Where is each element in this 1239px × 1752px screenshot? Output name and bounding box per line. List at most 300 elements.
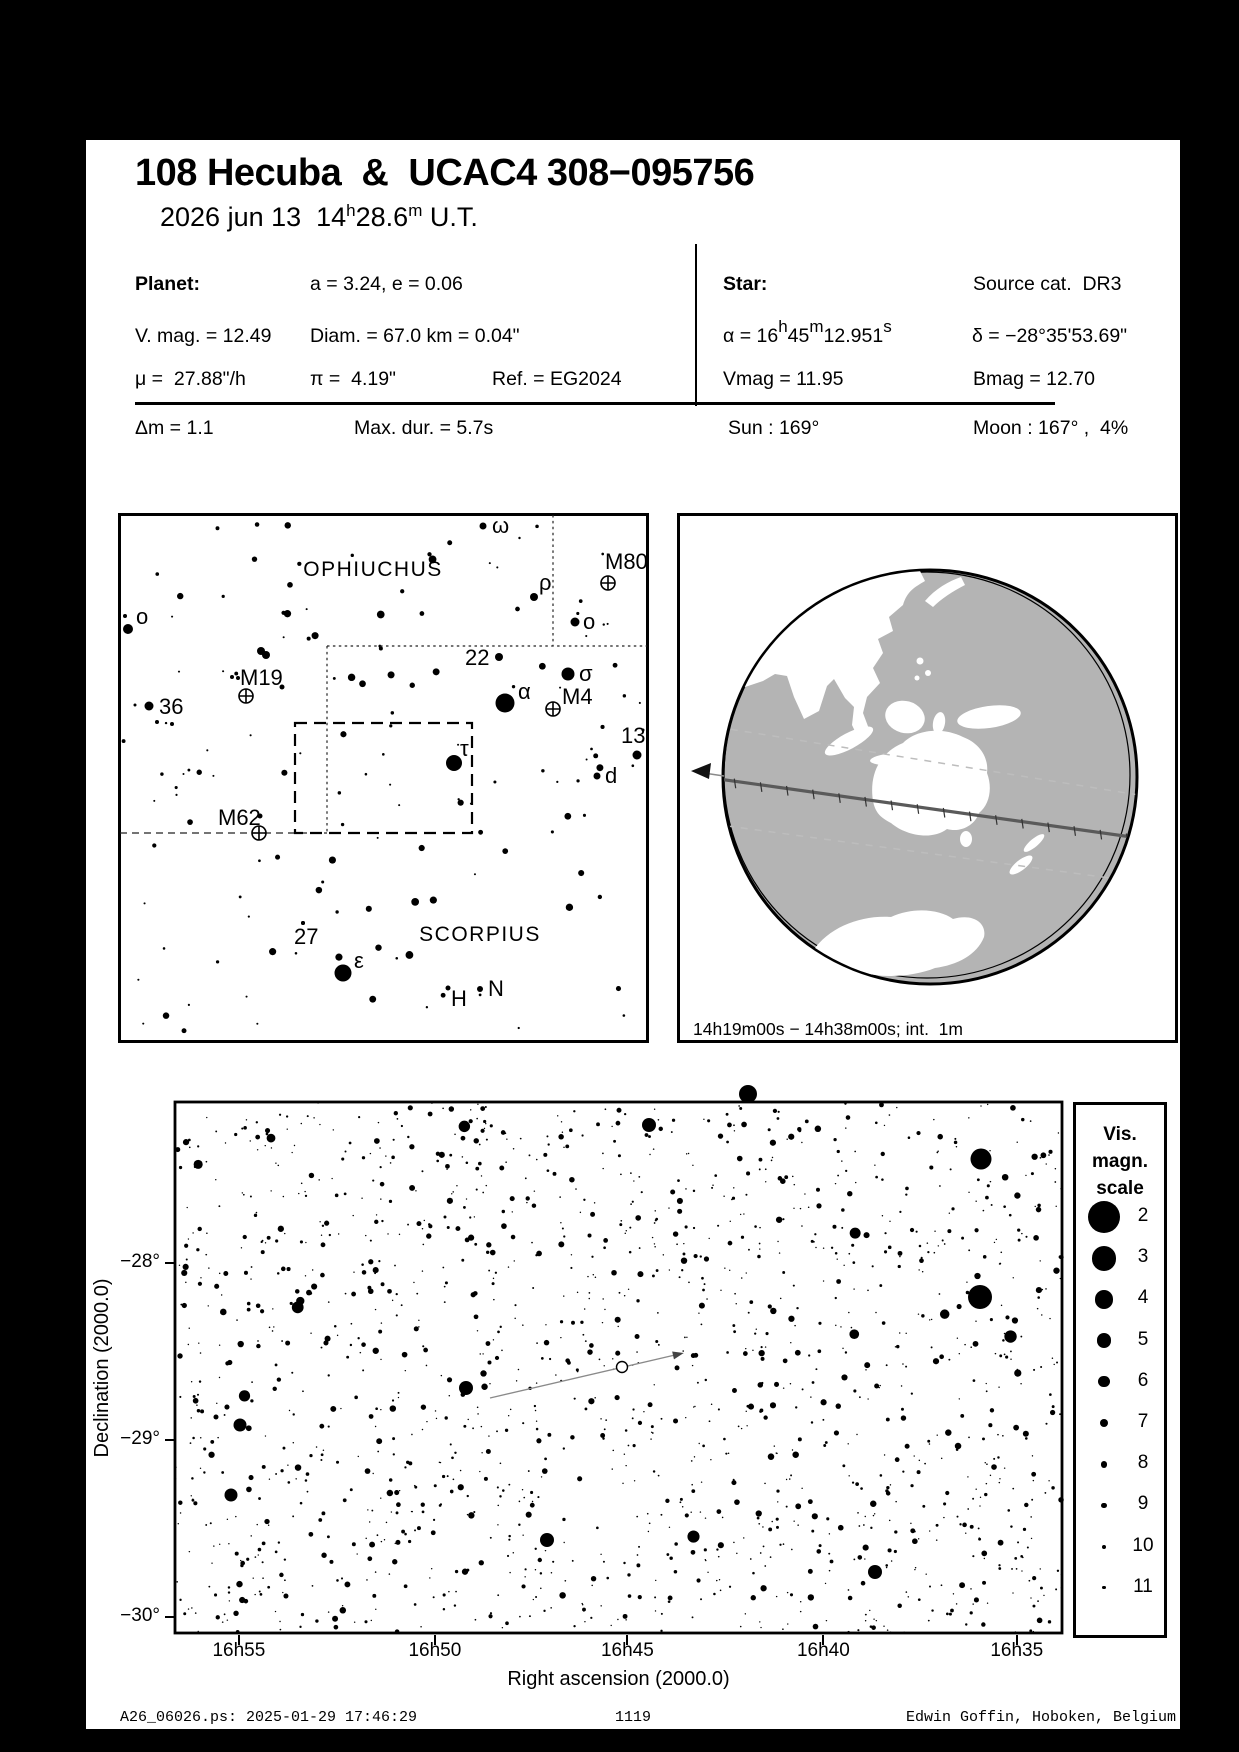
field-star [434, 1484, 437, 1487]
field-star [428, 1224, 432, 1228]
field-star [576, 779, 579, 782]
field-star [965, 1533, 966, 1534]
field-star [849, 1329, 859, 1339]
tasmania-island [960, 831, 972, 847]
field-star [632, 1201, 634, 1203]
field-star [247, 1302, 251, 1306]
field-star [281, 1267, 286, 1272]
field-star [194, 1160, 203, 1169]
constellation-name: SCORPIUS [419, 923, 541, 946]
field-star [267, 1134, 276, 1143]
field-star [1055, 1206, 1056, 1207]
field-star [265, 1242, 266, 1243]
field-star [1028, 1580, 1030, 1582]
field-star [639, 702, 641, 704]
field-star [627, 1573, 630, 1576]
field-star [219, 1377, 220, 1378]
field-star [524, 1576, 525, 1577]
field-star [1013, 1277, 1014, 1278]
field-star [986, 1383, 987, 1384]
field-star [668, 1595, 673, 1600]
field-star [319, 1221, 320, 1222]
field-star [816, 1203, 821, 1208]
field-star [261, 1250, 265, 1254]
field-star [542, 1468, 548, 1474]
field-star [700, 1598, 702, 1600]
field-star [691, 1484, 693, 1486]
field-star [328, 1374, 330, 1376]
field-star [625, 1429, 628, 1432]
field-star [779, 1544, 781, 1546]
field-star [1010, 1350, 1012, 1352]
field-star [389, 1478, 392, 1481]
field-star [774, 1382, 779, 1387]
field-star [655, 1219, 657, 1221]
field-star [867, 1398, 868, 1399]
field-star [1040, 1157, 1042, 1159]
field-star [899, 1211, 901, 1213]
field-star [388, 671, 395, 678]
field-star [997, 1434, 999, 1436]
field-star [534, 1190, 535, 1191]
field-star [408, 1461, 412, 1465]
field-star [832, 1225, 836, 1229]
field-star [670, 1190, 675, 1195]
star-source-catalog: Source cat. DR3 [973, 273, 1122, 295]
field-star [351, 1292, 356, 1297]
field-star [606, 1577, 609, 1580]
field-star [485, 1123, 486, 1124]
field-star [1023, 1528, 1026, 1531]
field-star [625, 1233, 626, 1234]
messier-label: M4 [562, 684, 593, 709]
field-star [959, 1353, 960, 1354]
field-star [875, 1121, 878, 1124]
field-star [845, 1170, 847, 1172]
field-star [643, 1411, 644, 1412]
field-star [253, 1577, 254, 1578]
field-star [478, 1162, 482, 1166]
field-star [362, 1270, 367, 1275]
field-star [152, 843, 156, 847]
field-star [214, 1284, 219, 1289]
field-star [704, 1256, 709, 1261]
field-star [1010, 1525, 1012, 1527]
field-star [490, 1612, 492, 1614]
field-star [192, 1437, 195, 1440]
field-star [772, 1157, 773, 1158]
field-star [619, 1292, 621, 1294]
field-star [937, 1434, 938, 1435]
field-star [431, 1530, 436, 1535]
field-star [746, 1411, 747, 1412]
field-star [502, 1210, 505, 1213]
field-star [589, 1343, 594, 1348]
field-star [732, 1324, 735, 1327]
field-star [397, 1118, 399, 1120]
field-star [790, 1593, 793, 1596]
field-star [808, 1206, 810, 1208]
field-star [380, 1198, 381, 1199]
field-star [763, 1415, 767, 1419]
field-star [394, 1490, 399, 1495]
field-star [886, 1418, 890, 1422]
field-star [221, 1294, 222, 1295]
field-star [240, 1560, 241, 1561]
field-star [505, 1161, 507, 1163]
field-star [956, 1146, 957, 1147]
field-star [414, 1603, 417, 1606]
field-star [280, 1629, 282, 1631]
field-star [931, 1346, 933, 1348]
field-star [617, 1108, 622, 1113]
field-star [681, 1269, 683, 1271]
field-star [615, 1317, 621, 1323]
field-star [612, 1358, 613, 1359]
field-star [203, 1471, 205, 1473]
field-star [382, 753, 385, 756]
field-star [734, 1293, 736, 1295]
field-star [199, 1380, 201, 1382]
field-star [462, 1156, 464, 1158]
field-star [918, 1269, 919, 1270]
field-star [972, 1498, 974, 1500]
field-star [929, 1443, 931, 1445]
field-star [351, 554, 354, 557]
field-star [630, 1172, 632, 1174]
field-star [163, 947, 166, 950]
field-star [256, 1212, 258, 1214]
field-star [793, 1520, 794, 1521]
field-star [852, 1482, 854, 1484]
field-star [960, 1414, 964, 1418]
field-star [497, 1505, 499, 1507]
field-star [1053, 1364, 1054, 1365]
field-star [842, 1348, 843, 1349]
field-star [829, 1570, 831, 1572]
field-star [262, 1465, 266, 1469]
field-star [598, 895, 602, 899]
field-star [250, 1535, 252, 1537]
field-star [782, 1218, 784, 1220]
field-star [776, 1596, 777, 1597]
field-star [333, 1129, 334, 1130]
field-star [649, 1522, 651, 1524]
field-star [683, 1253, 686, 1256]
field-star [224, 1414, 226, 1416]
field-star [513, 1148, 515, 1150]
field-star [682, 1506, 684, 1508]
field-star [590, 1617, 592, 1619]
field-star [401, 1304, 403, 1306]
field-star [740, 1626, 742, 1628]
field-star [275, 1162, 276, 1163]
field-star [702, 1444, 705, 1447]
field-star [246, 1425, 252, 1431]
field-star [728, 1453, 730, 1455]
field-star [258, 859, 261, 862]
field-star [313, 1117, 314, 1118]
field-star [758, 1523, 760, 1525]
field-star [257, 1340, 259, 1342]
field-star [375, 1309, 376, 1310]
field-star [380, 1182, 385, 1187]
field-star [841, 1160, 842, 1161]
field-star [471, 1292, 476, 1297]
field-star [473, 1511, 475, 1513]
field-star [215, 1130, 217, 1132]
field-star [1004, 1330, 1016, 1342]
field-star [929, 1165, 933, 1169]
field-star [927, 1440, 930, 1443]
field-star [886, 1567, 888, 1569]
field-star [500, 1326, 502, 1328]
field-star [685, 1188, 687, 1190]
field-star [1052, 1405, 1055, 1408]
event-sun-elongation: Sun : 169° [728, 417, 820, 439]
field-star [660, 1514, 662, 1516]
field-star [727, 1123, 732, 1128]
target-star-marker [617, 1362, 628, 1373]
field-star [912, 1538, 918, 1544]
field-star [543, 1153, 547, 1157]
star-label: o [136, 604, 149, 629]
field-star [368, 1288, 374, 1294]
field-star [658, 1475, 660, 1477]
field-star [1009, 1214, 1012, 1217]
star-label: 22 [465, 645, 490, 670]
field-star [620, 1173, 622, 1175]
field-star [416, 1221, 421, 1226]
field-star [497, 1594, 499, 1596]
field-star [685, 1513, 689, 1517]
field-star [573, 1110, 575, 1112]
field-star [759, 1248, 760, 1249]
field-star [275, 1239, 278, 1242]
field-star [543, 1610, 545, 1612]
field-star [876, 1620, 877, 1621]
field-star [213, 1545, 214, 1546]
field-star [618, 1154, 621, 1157]
field-star [320, 1273, 325, 1278]
field-star [369, 1414, 374, 1419]
field-star [801, 1142, 802, 1143]
field-star [486, 1251, 489, 1254]
field-star [967, 1508, 969, 1510]
field-star [427, 552, 431, 556]
field-star [835, 1297, 837, 1299]
field-star [629, 1227, 631, 1229]
field-star [123, 614, 127, 618]
field-star [328, 1611, 329, 1612]
field-star [616, 986, 621, 991]
field-star [669, 1269, 670, 1270]
field-star [602, 1322, 603, 1323]
field-star [705, 1379, 707, 1381]
field-star [894, 1550, 897, 1553]
field-star [916, 1131, 920, 1135]
field-star [196, 1404, 198, 1406]
field-star [851, 1244, 854, 1247]
field-star [884, 1250, 887, 1253]
field-star [532, 1287, 534, 1289]
field-star [265, 1435, 266, 1436]
field-star [250, 1195, 252, 1197]
field-star [593, 1274, 594, 1275]
field-star [737, 1156, 743, 1162]
field-star [372, 1594, 376, 1598]
field-star [953, 1593, 954, 1594]
field-star [175, 786, 178, 789]
field-star [770, 1308, 776, 1314]
field-star [732, 1388, 737, 1393]
footer-filename: A26_06026.ps: 2025-01-29 17:46:29 [120, 1709, 418, 1726]
field-star [422, 1510, 425, 1513]
field-star [375, 1609, 376, 1610]
field-star [364, 1620, 367, 1623]
field-star [723, 1438, 726, 1441]
field-star [945, 1491, 949, 1495]
field-star [778, 1111, 780, 1113]
field-star [649, 1154, 650, 1155]
field-star [626, 1230, 627, 1231]
field-star [236, 1319, 238, 1321]
field-star [743, 1351, 748, 1356]
field-star [616, 1121, 621, 1126]
field-star [805, 1119, 809, 1123]
field-star [571, 1254, 572, 1255]
legend-magnitude-value: 5 [1137, 1328, 1149, 1350]
legend-magnitude-dot [1102, 1586, 1105, 1589]
field-star [373, 1348, 379, 1354]
field-star [748, 1249, 750, 1251]
field-star [520, 1138, 522, 1140]
field-star [888, 1548, 892, 1552]
field-star [428, 1112, 433, 1117]
field-star [297, 562, 301, 566]
field-star [808, 1569, 813, 1574]
field-star [843, 1265, 844, 1266]
legend-magnitude-value: 11 [1133, 1575, 1153, 1597]
field-star [179, 1599, 181, 1601]
field-star [186, 1258, 188, 1260]
field-star [654, 1222, 656, 1224]
field-star [262, 1240, 264, 1242]
field-star [921, 1257, 923, 1259]
field-star [455, 1226, 460, 1231]
field-star [984, 1558, 985, 1559]
field-star [728, 1241, 733, 1246]
dec-tick-mark [165, 1262, 175, 1264]
field-star [835, 1325, 836, 1326]
field-star [144, 902, 146, 904]
field-star [197, 1394, 199, 1396]
field-star [795, 1406, 797, 1408]
field-star [359, 680, 366, 687]
field-star [720, 1290, 721, 1291]
field-star [733, 1187, 734, 1188]
field-star [759, 1158, 763, 1162]
field-star [366, 906, 372, 912]
field-star [793, 1285, 795, 1287]
field-star [750, 1558, 752, 1560]
field-star [674, 1570, 678, 1574]
field-star [1044, 1492, 1046, 1494]
field-star [321, 1453, 324, 1456]
field-star [951, 1207, 954, 1210]
field-star [891, 1560, 893, 1562]
field-star [564, 1580, 566, 1582]
field-star [538, 1558, 542, 1562]
field-star [328, 1301, 330, 1303]
field-star [848, 1596, 853, 1601]
field-star [691, 1460, 693, 1462]
field-star [480, 1370, 486, 1376]
ra-tick-label: 16h40 [796, 1640, 850, 1661]
field-star [1037, 1618, 1043, 1624]
philippines [917, 658, 924, 665]
field-star [466, 1161, 469, 1164]
field-star [836, 1403, 841, 1408]
field-star [617, 1326, 618, 1327]
field-star [282, 1592, 283, 1593]
field-star [756, 1510, 762, 1516]
field-star [600, 1605, 601, 1606]
field-star [387, 1490, 393, 1496]
field-star [603, 1561, 605, 1563]
field-star [950, 1168, 952, 1170]
field-star [776, 1452, 777, 1453]
field-star [848, 1589, 850, 1591]
field-star [835, 1183, 836, 1184]
field-star [429, 1577, 430, 1578]
star-label: H [451, 986, 467, 1011]
field-star [632, 1408, 634, 1410]
field-star [563, 1542, 564, 1543]
field-star [278, 1226, 284, 1232]
field-star [580, 1212, 581, 1213]
field-star [197, 770, 202, 775]
field-star [746, 1272, 747, 1273]
field-star [611, 1625, 612, 1626]
field-star [393, 1453, 395, 1455]
field-star [987, 1603, 988, 1604]
field-star [208, 1452, 214, 1458]
field-star [978, 1538, 981, 1541]
field-star [535, 525, 539, 529]
field-star [600, 1433, 605, 1438]
field-star [502, 848, 508, 854]
named-star [562, 668, 575, 681]
field-star [582, 1334, 584, 1336]
field-star [718, 1556, 720, 1558]
field-star [752, 1572, 755, 1575]
field-star [300, 1502, 303, 1505]
field-star [442, 1108, 444, 1110]
field-star [759, 1227, 761, 1229]
field-star [532, 1203, 536, 1207]
field-star [560, 1222, 561, 1223]
field-star [385, 1155, 386, 1156]
field-star [746, 1171, 750, 1175]
field-star [726, 1141, 729, 1144]
field-star [183, 1612, 186, 1615]
field-star [323, 1449, 324, 1450]
field-star [600, 1418, 601, 1419]
field-star [399, 1234, 400, 1235]
field-star [183, 1264, 189, 1270]
field-star [1021, 1233, 1022, 1234]
